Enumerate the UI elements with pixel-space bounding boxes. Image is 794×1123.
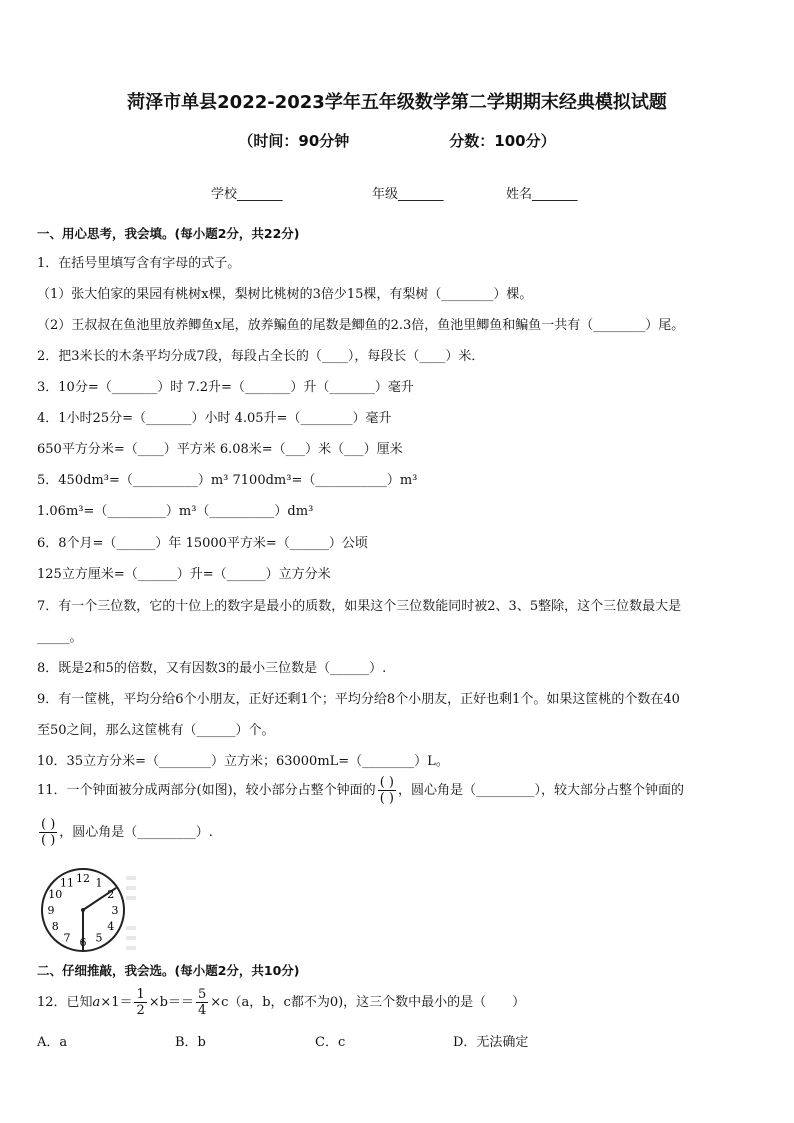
question-line: （2）王叔叔在鱼池里放养鲫鱼x尾，放养鳊鱼的尾数是鲫鱼的2.3倍，鱼池里鲫鱼和鳊鱼一共有（________）尾。 — [37, 318, 685, 333]
clock-number: 4 — [107, 920, 115, 933]
question-line: 3．10分=（_______）时 7.2升=（_______）升（_______）毫升 — [37, 380, 414, 395]
blank-fraction[interactable]: $\frac{( )}{( )}$ — [379, 775, 394, 806]
clock-number: 7 — [63, 931, 71, 945]
clock-number: 6 — [79, 936, 87, 949]
school-field[interactable]: 学校_______ — [211, 187, 283, 202]
clock-number: 2 — [107, 888, 115, 901]
question-11-line2: $\frac{( )}{( )}$ ，圆心角是（_________）. — [41, 817, 213, 848]
question-line: 9．有一筐桃，平均分给6个小朋友，正好还剩1个；平均分给8个小朋友，正好也剩1个。如果这筐桃的个数在40 — [37, 692, 680, 707]
clock-number: 5 — [95, 931, 103, 945]
question-line: 至50之间，那么这筐桃有（______）个。 — [37, 723, 275, 738]
clock-number: 12 — [76, 872, 90, 885]
blank-fraction[interactable]: $\frac{( )}{( )}$ — [41, 817, 56, 848]
question-line: 2．把3米长的木条平均分成7段，每段占全长的（____），每段长（____）米． — [37, 349, 485, 364]
question-line: _____。 — [37, 630, 83, 645]
question-line: 5．450dm³=（__________）m³ 7100dm³=（___________）m³ — [37, 473, 418, 488]
question-line: 1．在括号里填写含有字母的式子。 — [37, 256, 241, 271]
clock-number: 11 — [60, 876, 74, 890]
question-line: （1）张大伯家的果园有桃树x棵，梨树比桃树的3倍少15棵，有梨树（________）棵。 — [37, 287, 533, 302]
question-line: 6．8个月=（______）年 15000平方米=（______）公顷 — [37, 536, 368, 551]
question-line: 4．1小时25分=（_______）小时 4.05升=（________）毫升 — [37, 411, 392, 426]
exam-subtitle — [0, 130, 794, 151]
clock-number: 9 — [47, 904, 55, 917]
section1-heading: 一、用心思考，我会填。(每小题2分，共22分) — [37, 226, 300, 241]
clock-figure — [38, 866, 138, 952]
question-11-line1: 11．一个钟面被分成两部分(如图)，较小部分占整个钟面的 $\frac{( )}{( )}$ ，圆心角是（_________），较大部分占整个钟面的 — [37, 775, 684, 806]
watermark — [126, 876, 136, 950]
exam-score: 分数：100分） — [449, 132, 556, 150]
option-d[interactable]: D．无法确定 — [453, 1035, 529, 1050]
clock-number: 8 — [51, 920, 59, 933]
question-line: 8．既是2和5的倍数，又有因数3的最小三位数是（______）. — [37, 661, 387, 676]
question-line: 7．有一个三位数，它的十位上的数字是最小的质数，如果这个三位数能同时被2、3、5整除，这个三位数最大是 — [37, 599, 682, 614]
exam-title: 菏泽市单县2022-2023学年五年级数学第二学期期末经典模拟试题 — [127, 92, 667, 113]
question-line: 10．35立方分米=（________）立方米；63000mL=（________）L。 — [37, 754, 449, 769]
clock-number: 3 — [111, 904, 119, 917]
name-field[interactable]: 姓名_______ — [506, 187, 578, 202]
grade-field[interactable]: 年级_______ — [372, 187, 444, 202]
option-a[interactable]: A．a — [37, 1035, 68, 1050]
exam-time: （时间：90分钟 — [238, 132, 350, 150]
clock-number: 1 — [95, 876, 103, 890]
section2-heading: 二、仔细推敲，我会选。(每小题2分，共10分) — [37, 963, 300, 978]
question-line: 125立方厘米=（______）升=（______）立方分米 — [37, 567, 331, 582]
question-line: 1.06m³=（_________）m³（__________）dm³ — [37, 504, 314, 519]
clock-number: 10 — [48, 888, 63, 901]
question-12: 12．已知a×1＝ $\frac{1}{2}$ ×b＝＝ $\frac{5}{4}$ ×c（a，b，c都不为0)，这三个数中最小的是（ ） — [37, 987, 526, 1018]
option-b[interactable]: B．b — [175, 1035, 206, 1050]
option-c[interactable]: C．c — [315, 1035, 346, 1050]
question-line: 650平方分米=（____）平方米 6.08米=（___）米（___）厘米 — [37, 442, 403, 457]
